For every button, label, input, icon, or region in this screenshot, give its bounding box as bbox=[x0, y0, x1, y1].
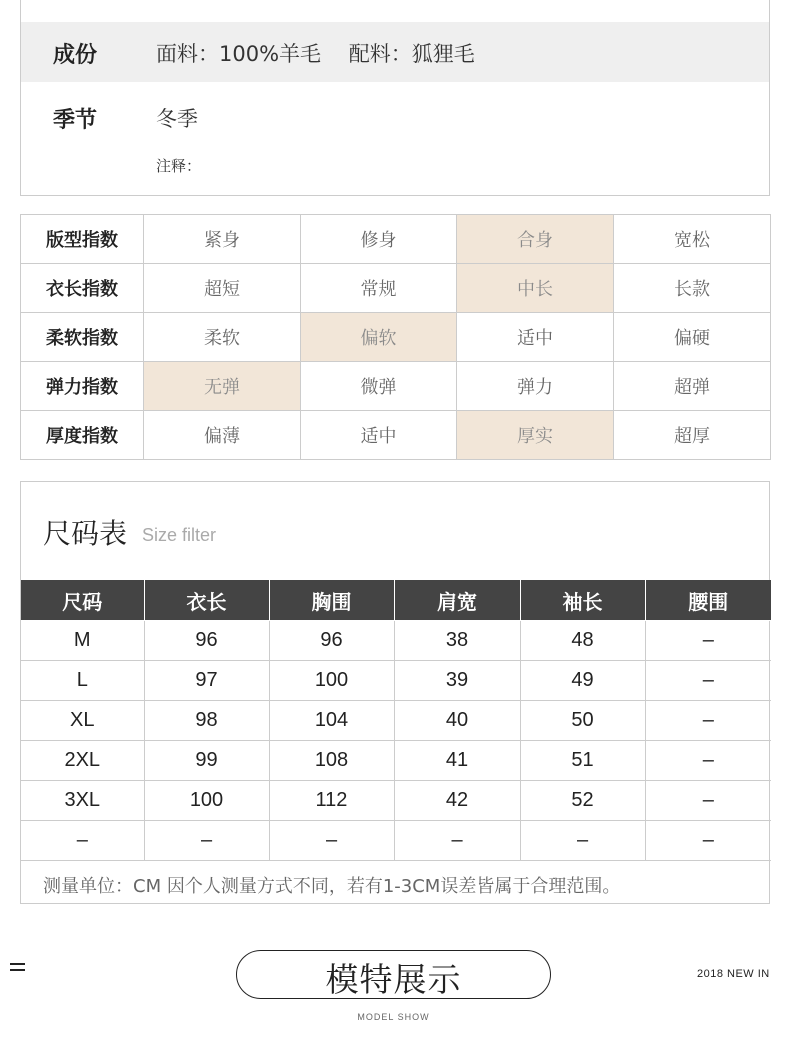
size-cell: 50 bbox=[520, 701, 645, 741]
season-value: 冬季 bbox=[156, 107, 198, 131]
size-column-header: 衣长 bbox=[144, 580, 269, 621]
size-cell: 40 bbox=[394, 701, 520, 741]
measurement-unit-note: 测量单位：CM 因个人测量方式不同，若有1-3CM误差皆属于合理范围。 bbox=[43, 876, 621, 897]
size-cell: 96 bbox=[144, 621, 269, 661]
composition-label: 成份 bbox=[53, 43, 98, 68]
size-cell: – bbox=[269, 821, 394, 861]
index-option: 超弹 bbox=[614, 362, 771, 411]
size-cell: – bbox=[645, 621, 771, 661]
size-chart-title: 尺码表 bbox=[43, 517, 128, 550]
size-cell: 48 bbox=[520, 621, 645, 661]
size-cell: 42 bbox=[394, 781, 520, 821]
size-cell: – bbox=[645, 741, 771, 781]
size-cell: – bbox=[144, 821, 269, 861]
size-chart-subtitle: Size filter bbox=[142, 525, 217, 545]
size-cell: 96 bbox=[269, 621, 394, 661]
size-cell: 41 bbox=[394, 741, 520, 781]
size-cell: 98 bbox=[144, 701, 269, 741]
index-option: 适中 bbox=[301, 411, 457, 460]
size-cell: 52 bbox=[520, 781, 645, 821]
size-cell: – bbox=[394, 821, 520, 861]
size-column-header: 肩宽 bbox=[394, 580, 520, 621]
size-cell: 100 bbox=[144, 781, 269, 821]
size-cell: 97 bbox=[144, 661, 269, 701]
size-cell: 112 bbox=[269, 781, 394, 821]
size-cell: XL bbox=[21, 701, 144, 741]
size-cell: L bbox=[21, 661, 144, 701]
size-cell: – bbox=[645, 821, 771, 861]
attribute-index-table bbox=[20, 214, 771, 460]
size-chart-panel bbox=[20, 481, 770, 904]
index-option: 长款 bbox=[614, 264, 771, 313]
size-row bbox=[21, 821, 771, 861]
size-cell: 108 bbox=[269, 741, 394, 781]
index-row bbox=[21, 313, 771, 362]
size-row bbox=[21, 661, 771, 701]
new-in-tag: 2018 NEW IN bbox=[697, 968, 770, 980]
index-row bbox=[21, 264, 771, 313]
size-cell: 104 bbox=[269, 701, 394, 741]
index-option-selected: 中长 bbox=[457, 264, 614, 313]
index-row-label: 弹力指数 bbox=[21, 362, 144, 411]
index-option: 适中 bbox=[457, 313, 614, 362]
note-label: 注释： bbox=[156, 157, 202, 175]
index-option-selected: 合身 bbox=[457, 215, 614, 264]
size-column-header: 胸围 bbox=[269, 580, 394, 621]
size-row bbox=[21, 701, 771, 741]
index-option-selected: 无弹 bbox=[144, 362, 301, 411]
index-option: 超厚 bbox=[614, 411, 771, 460]
size-row bbox=[21, 781, 771, 821]
size-cell: – bbox=[520, 821, 645, 861]
size-column-header: 腰围 bbox=[645, 580, 771, 621]
size-cell: 39 bbox=[394, 661, 520, 701]
index-option: 弹力 bbox=[457, 362, 614, 411]
model-show-subtitle: MODEL SHOW bbox=[357, 1012, 430, 1022]
index-option: 宽松 bbox=[614, 215, 771, 264]
size-cell: – bbox=[645, 661, 771, 701]
index-row bbox=[21, 215, 771, 264]
size-cell: – bbox=[645, 781, 771, 821]
size-cell: 38 bbox=[394, 621, 520, 661]
index-option: 修身 bbox=[301, 215, 457, 264]
index-row-label: 柔软指数 bbox=[21, 313, 144, 362]
model-show-banner bbox=[236, 950, 551, 999]
index-row bbox=[21, 411, 771, 460]
index-option-selected: 厚实 bbox=[457, 411, 614, 460]
index-option: 超短 bbox=[144, 264, 301, 313]
size-cell: 51 bbox=[520, 741, 645, 781]
index-option: 偏硬 bbox=[614, 313, 771, 362]
size-cell: – bbox=[21, 821, 144, 861]
index-row-label: 厚度指数 bbox=[21, 411, 144, 460]
size-cell: 49 bbox=[520, 661, 645, 701]
composition-row bbox=[21, 22, 769, 82]
index-option-selected: 偏软 bbox=[301, 313, 457, 362]
size-cell: 3XL bbox=[21, 781, 144, 821]
index-option: 紧身 bbox=[144, 215, 301, 264]
size-cell: M bbox=[21, 621, 144, 661]
size-table bbox=[21, 580, 771, 861]
size-column-header: 尺码 bbox=[21, 580, 144, 621]
size-cell: 99 bbox=[144, 741, 269, 781]
index-row-label: 版型指数 bbox=[21, 215, 144, 264]
composition-value: 面料：100%羊毛 配料：狐狸毛 bbox=[156, 42, 475, 66]
index-option: 常规 bbox=[301, 264, 457, 313]
index-option: 偏薄 bbox=[144, 411, 301, 460]
size-cell: 2XL bbox=[21, 741, 144, 781]
index-row-label: 衣长指数 bbox=[21, 264, 144, 313]
size-row bbox=[21, 741, 771, 781]
model-show-title: 模特展示 bbox=[325, 960, 462, 999]
size-cell: – bbox=[645, 701, 771, 741]
size-row bbox=[21, 621, 771, 661]
product-info-panel bbox=[20, 0, 770, 196]
index-option: 柔软 bbox=[144, 313, 301, 362]
index-row bbox=[21, 362, 771, 411]
size-column-header: 袖长 bbox=[520, 580, 645, 621]
size-cell: 100 bbox=[269, 661, 394, 701]
equals-icon[interactable] bbox=[10, 963, 25, 973]
season-label: 季节 bbox=[53, 108, 98, 133]
index-option: 微弹 bbox=[301, 362, 457, 411]
